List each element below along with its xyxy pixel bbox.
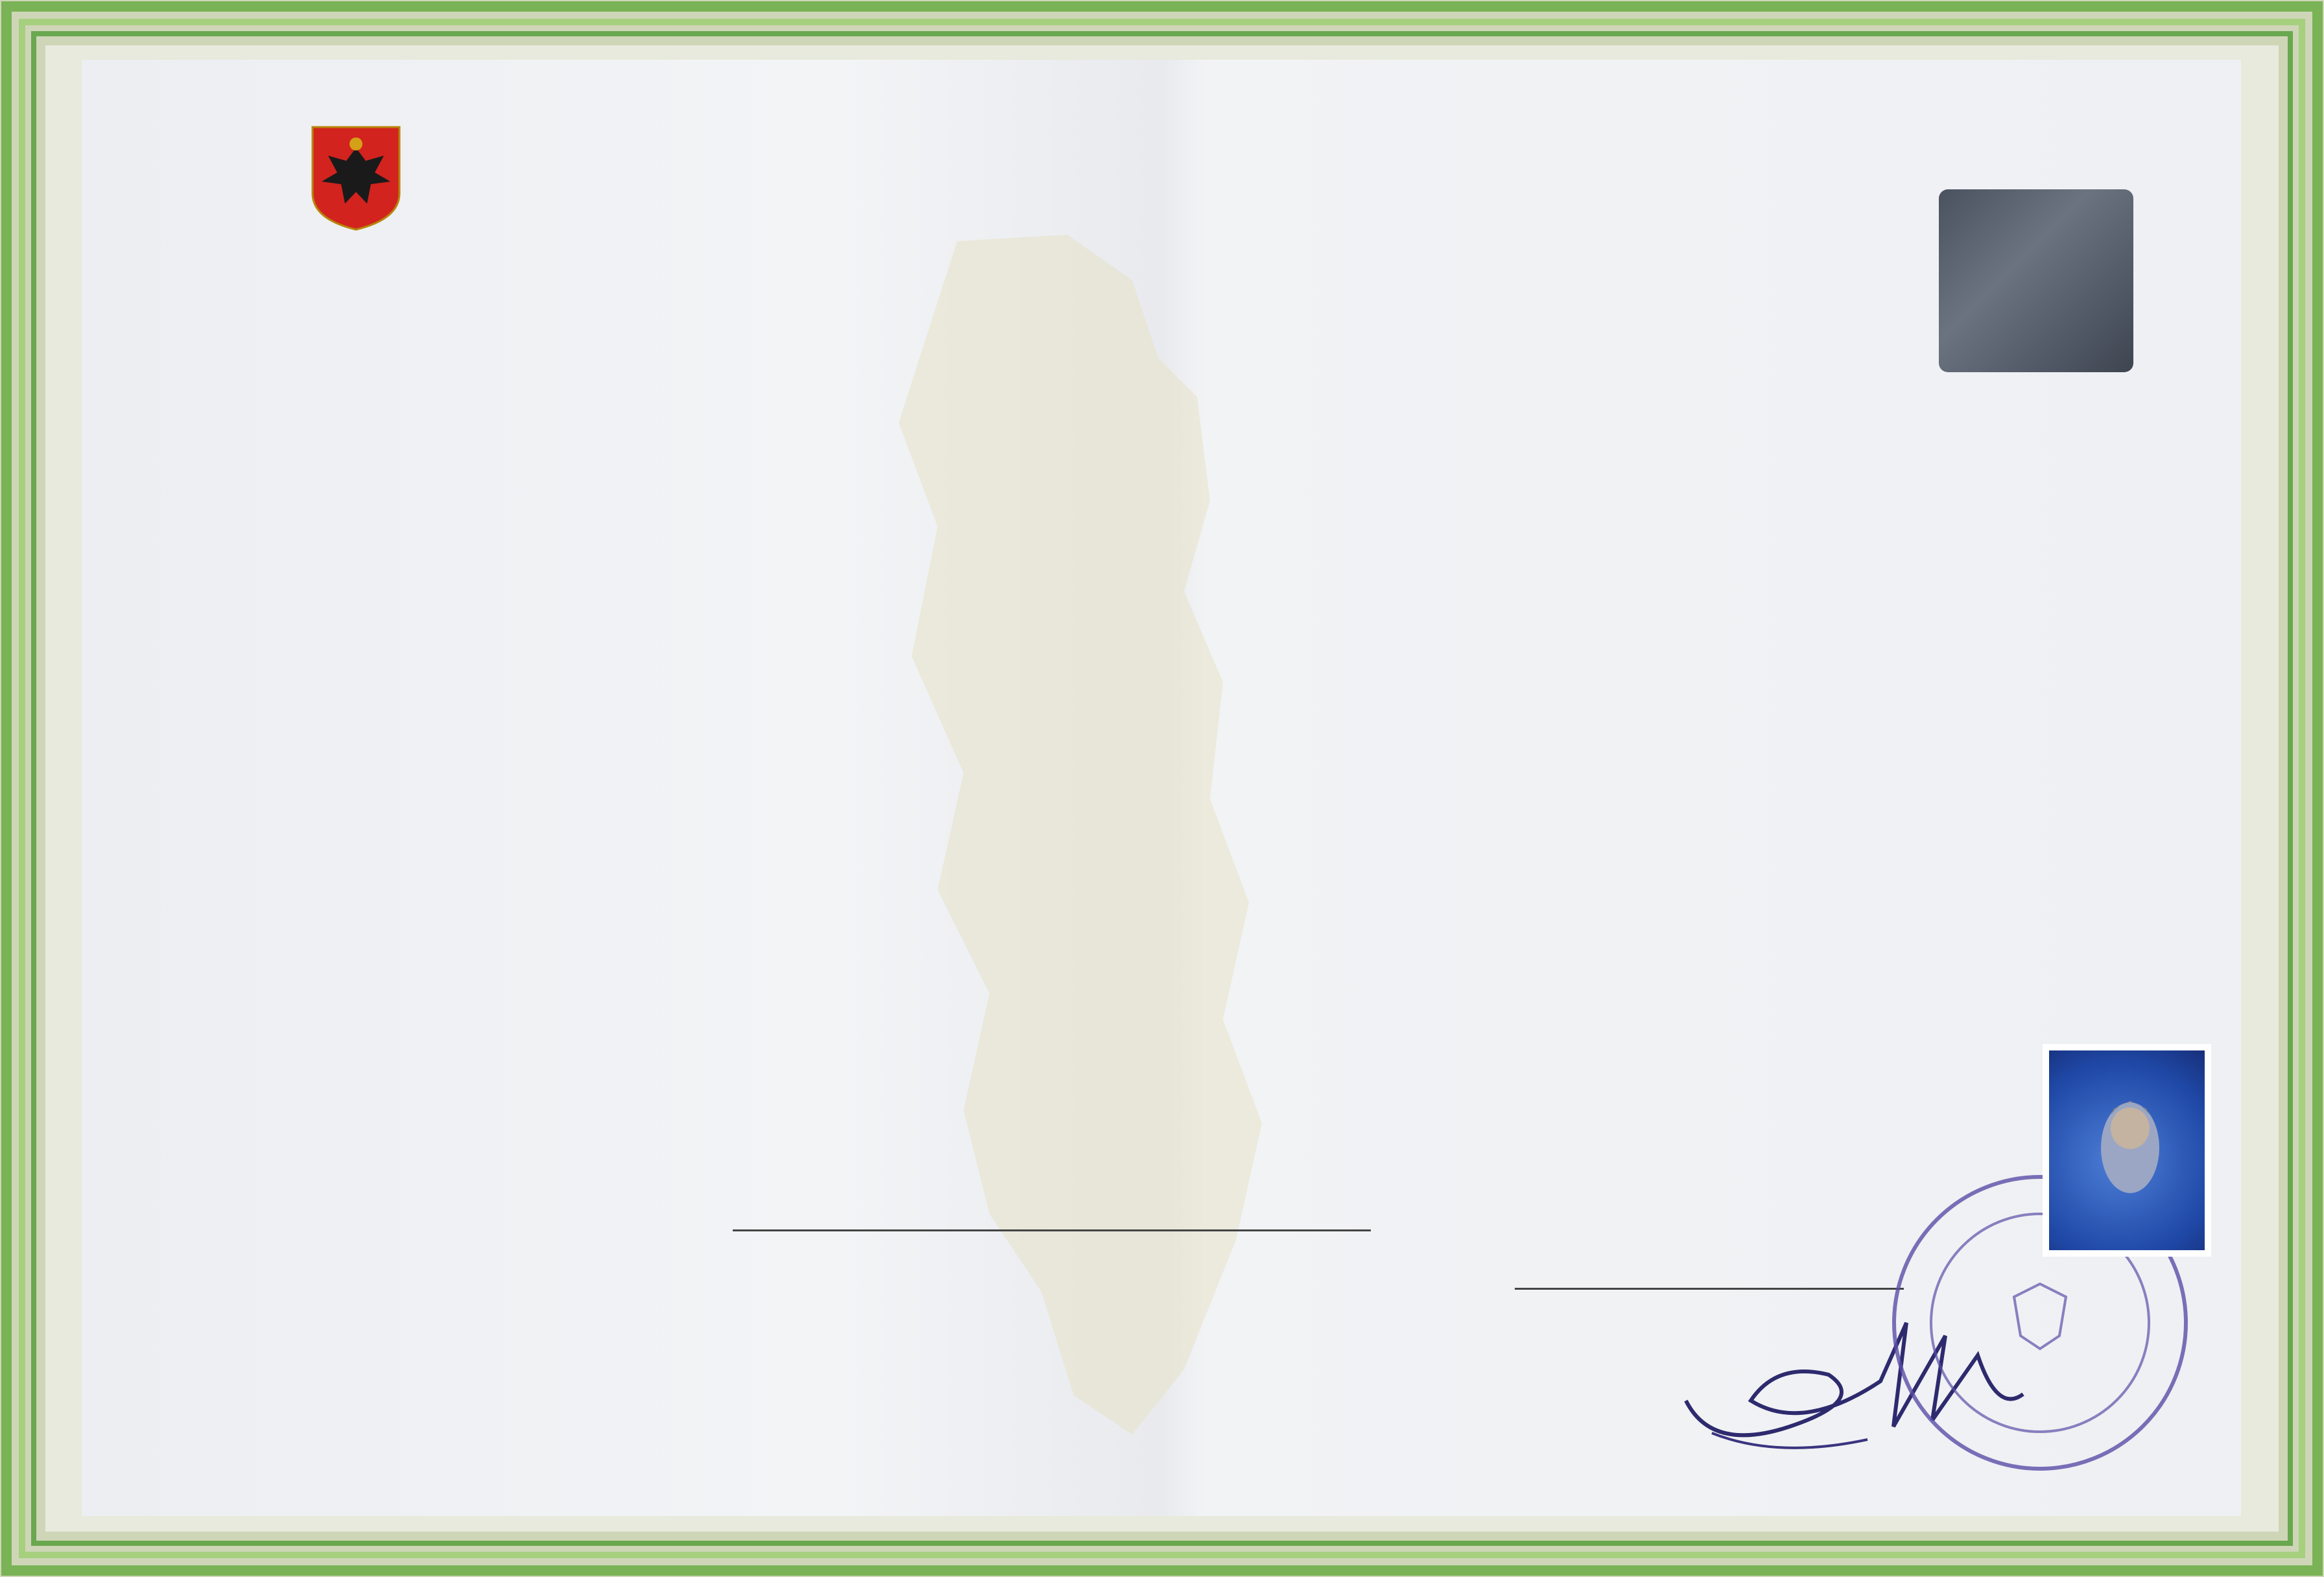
officer-underline	[1515, 1288, 1904, 1290]
albania-map-watermark	[795, 228, 1443, 1460]
skanderbeg-portrait-icon	[2088, 1089, 2172, 1206]
tax-stamp	[2043, 1044, 2211, 1257]
issuer-office	[254, 412, 268, 445]
albanian-coat-of-arms-icon	[307, 122, 405, 232]
security-hologram	[1939, 189, 2133, 372]
tax-stamp-face	[2049, 1050, 2205, 1250]
purpose-underline	[733, 1229, 1371, 1231]
